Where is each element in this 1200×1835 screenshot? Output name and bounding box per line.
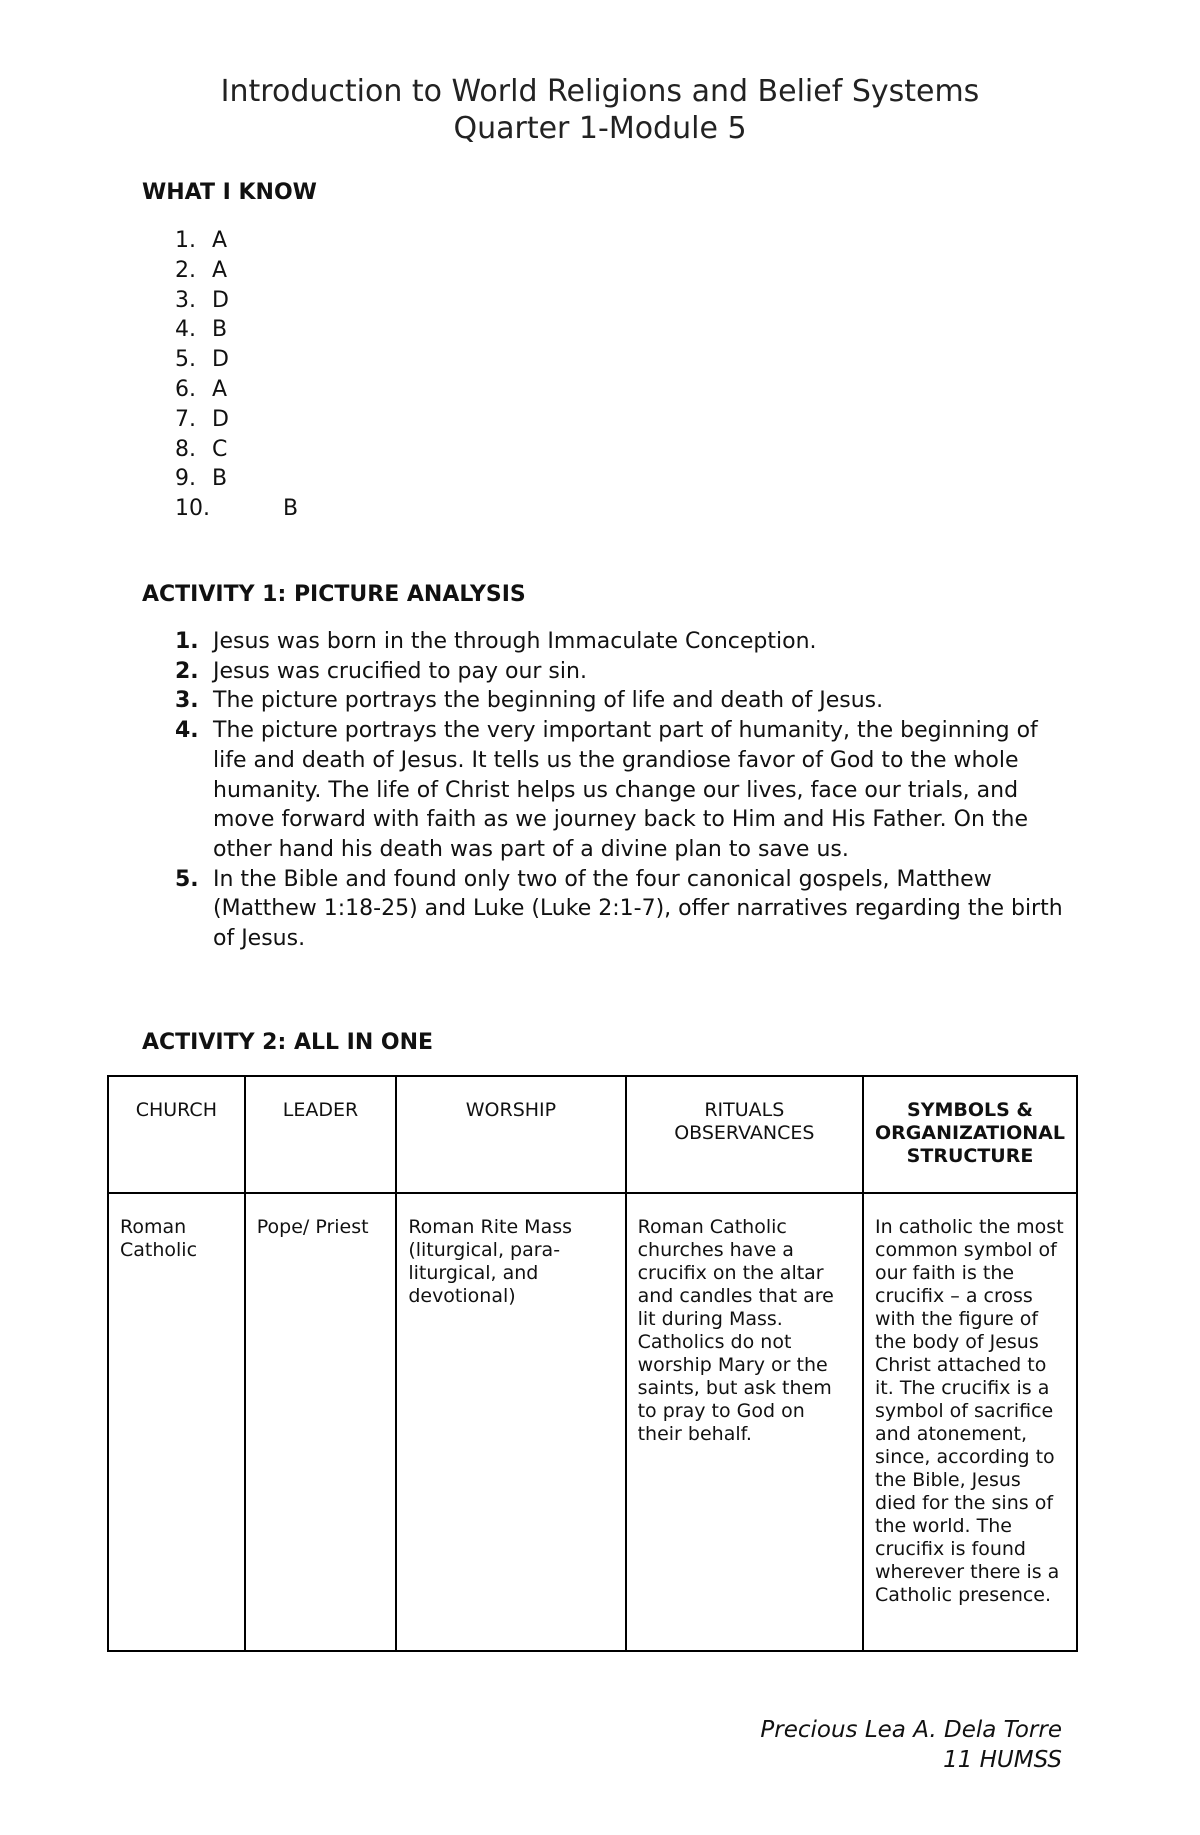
item-number: 10. bbox=[175, 496, 210, 522]
item-answer: D bbox=[212, 406, 229, 432]
item-answer: D bbox=[212, 347, 229, 373]
item-number: 4. bbox=[175, 317, 196, 343]
list-item bbox=[175, 286, 229, 316]
list-item bbox=[175, 375, 228, 405]
header-leader: LEADER bbox=[245, 1076, 397, 1193]
module-subtitle: Quarter 1-Module 5 bbox=[453, 111, 747, 146]
header-symbols: SYMBOLS & ORGANIZATIONAL STRUCTURE bbox=[863, 1076, 1077, 1193]
list-item bbox=[175, 657, 1075, 687]
item-text: Jesus was crucified to pay our sin. bbox=[213, 658, 587, 684]
item-number: 1. bbox=[175, 629, 199, 654]
list-item bbox=[175, 865, 1075, 954]
cell-rituals: Roman Catholic churches have a crucifix on the altar and candles that are lit during Mass. Catholics do not worship Mary or the saints, but ask them to pray to God on their behalf. bbox=[626, 1193, 863, 1651]
student-class: 11 HUMSS bbox=[943, 1747, 1062, 1773]
item-text: Jesus was born in the through Immaculate Conception. bbox=[213, 629, 817, 654]
cell-church: Roman Catholic bbox=[108, 1193, 245, 1651]
header-church: CHURCH bbox=[108, 1076, 245, 1193]
activity1-list bbox=[175, 627, 1075, 954]
document-title: Introduction to World Religions and Belief Systems bbox=[220, 74, 980, 109]
list-item bbox=[175, 716, 1075, 865]
item-answer: B bbox=[283, 496, 299, 522]
item-number: 2. bbox=[175, 257, 196, 283]
item-text: The picture portrays the very important part of humanity, the beginning of life and death of Jesus. It tells us the grandiose favor of God to the whole humanity. The life of Christ helps us change our lives, face our trials, and move forward with faith as we journey back to Him and His Father. On the other hand his death was part of a divine plan to save us. bbox=[213, 718, 1038, 862]
item-number: 3. bbox=[175, 688, 199, 714]
item-number: 8. bbox=[175, 436, 196, 462]
item-text: The picture portrays the beginning of life and death of Jesus. bbox=[213, 688, 884, 714]
header-worship: WORSHIP bbox=[396, 1076, 625, 1193]
table-header-row bbox=[108, 1076, 1077, 1193]
item-number: 5. bbox=[175, 866, 199, 892]
item-number: 2. bbox=[175, 658, 199, 684]
cell-leader: Pope/ Priest bbox=[245, 1193, 397, 1651]
item-number: 7. bbox=[175, 406, 196, 432]
table-row bbox=[108, 1193, 1077, 1651]
list-item bbox=[175, 315, 228, 345]
item-number: 9. bbox=[175, 466, 196, 492]
student-name: Precious Lea A. Dela Torre bbox=[760, 1717, 1062, 1743]
list-item bbox=[175, 464, 228, 494]
activity2-heading: ACTIVITY 2: ALL IN ONE bbox=[142, 1030, 434, 1055]
item-answer: A bbox=[212, 257, 228, 283]
cell-symbols: In catholic the most common symbol of our faith is the crucifix – a cross with the figure of the body of Jesus Christ attached to it. The crucifix is a symbol of sacrifice and atonement, since, according to the Bible, Jesus died for the sins of the world. The crucifix is found wherever there is a Catholic presence. bbox=[863, 1193, 1077, 1651]
item-number: 5. bbox=[175, 347, 196, 373]
all-in-one-table bbox=[107, 1075, 1078, 1652]
item-answer: C bbox=[212, 436, 228, 462]
list-item bbox=[175, 405, 229, 435]
item-text: In the Bible and found only two of the four canonical gospels, Matthew (Matthew 1:18-25) and Luke (Luke 2:1-7), offer narratives regarding the birth of Jesus. bbox=[213, 866, 1063, 952]
list-item bbox=[175, 686, 1075, 716]
item-number: 1. bbox=[175, 228, 196, 253]
list-item bbox=[175, 226, 228, 256]
list-item bbox=[175, 435, 228, 465]
item-answer: A bbox=[212, 376, 228, 402]
list-item bbox=[175, 627, 1075, 657]
item-answer: A bbox=[212, 228, 228, 253]
item-answer: B bbox=[212, 466, 228, 492]
header-rituals: RITUALS OBSERVANCES bbox=[626, 1076, 863, 1193]
cell-worship: Roman Rite Mass (liturgical, para-liturgical, and devotional) bbox=[396, 1193, 625, 1651]
item-answer: D bbox=[212, 287, 229, 313]
what-i-know-heading: WHAT I KNOW bbox=[142, 180, 317, 205]
item-answer: B bbox=[212, 317, 228, 343]
list-item bbox=[175, 345, 229, 375]
what-i-know-list bbox=[175, 226, 299, 524]
item-number: 3. bbox=[175, 287, 196, 313]
list-item bbox=[175, 256, 228, 286]
item-number: 6. bbox=[175, 376, 196, 402]
item-number: 4. bbox=[175, 718, 199, 744]
activity1-heading: ACTIVITY 1: PICTURE ANALYSIS bbox=[142, 582, 526, 607]
list-item bbox=[175, 494, 299, 524]
